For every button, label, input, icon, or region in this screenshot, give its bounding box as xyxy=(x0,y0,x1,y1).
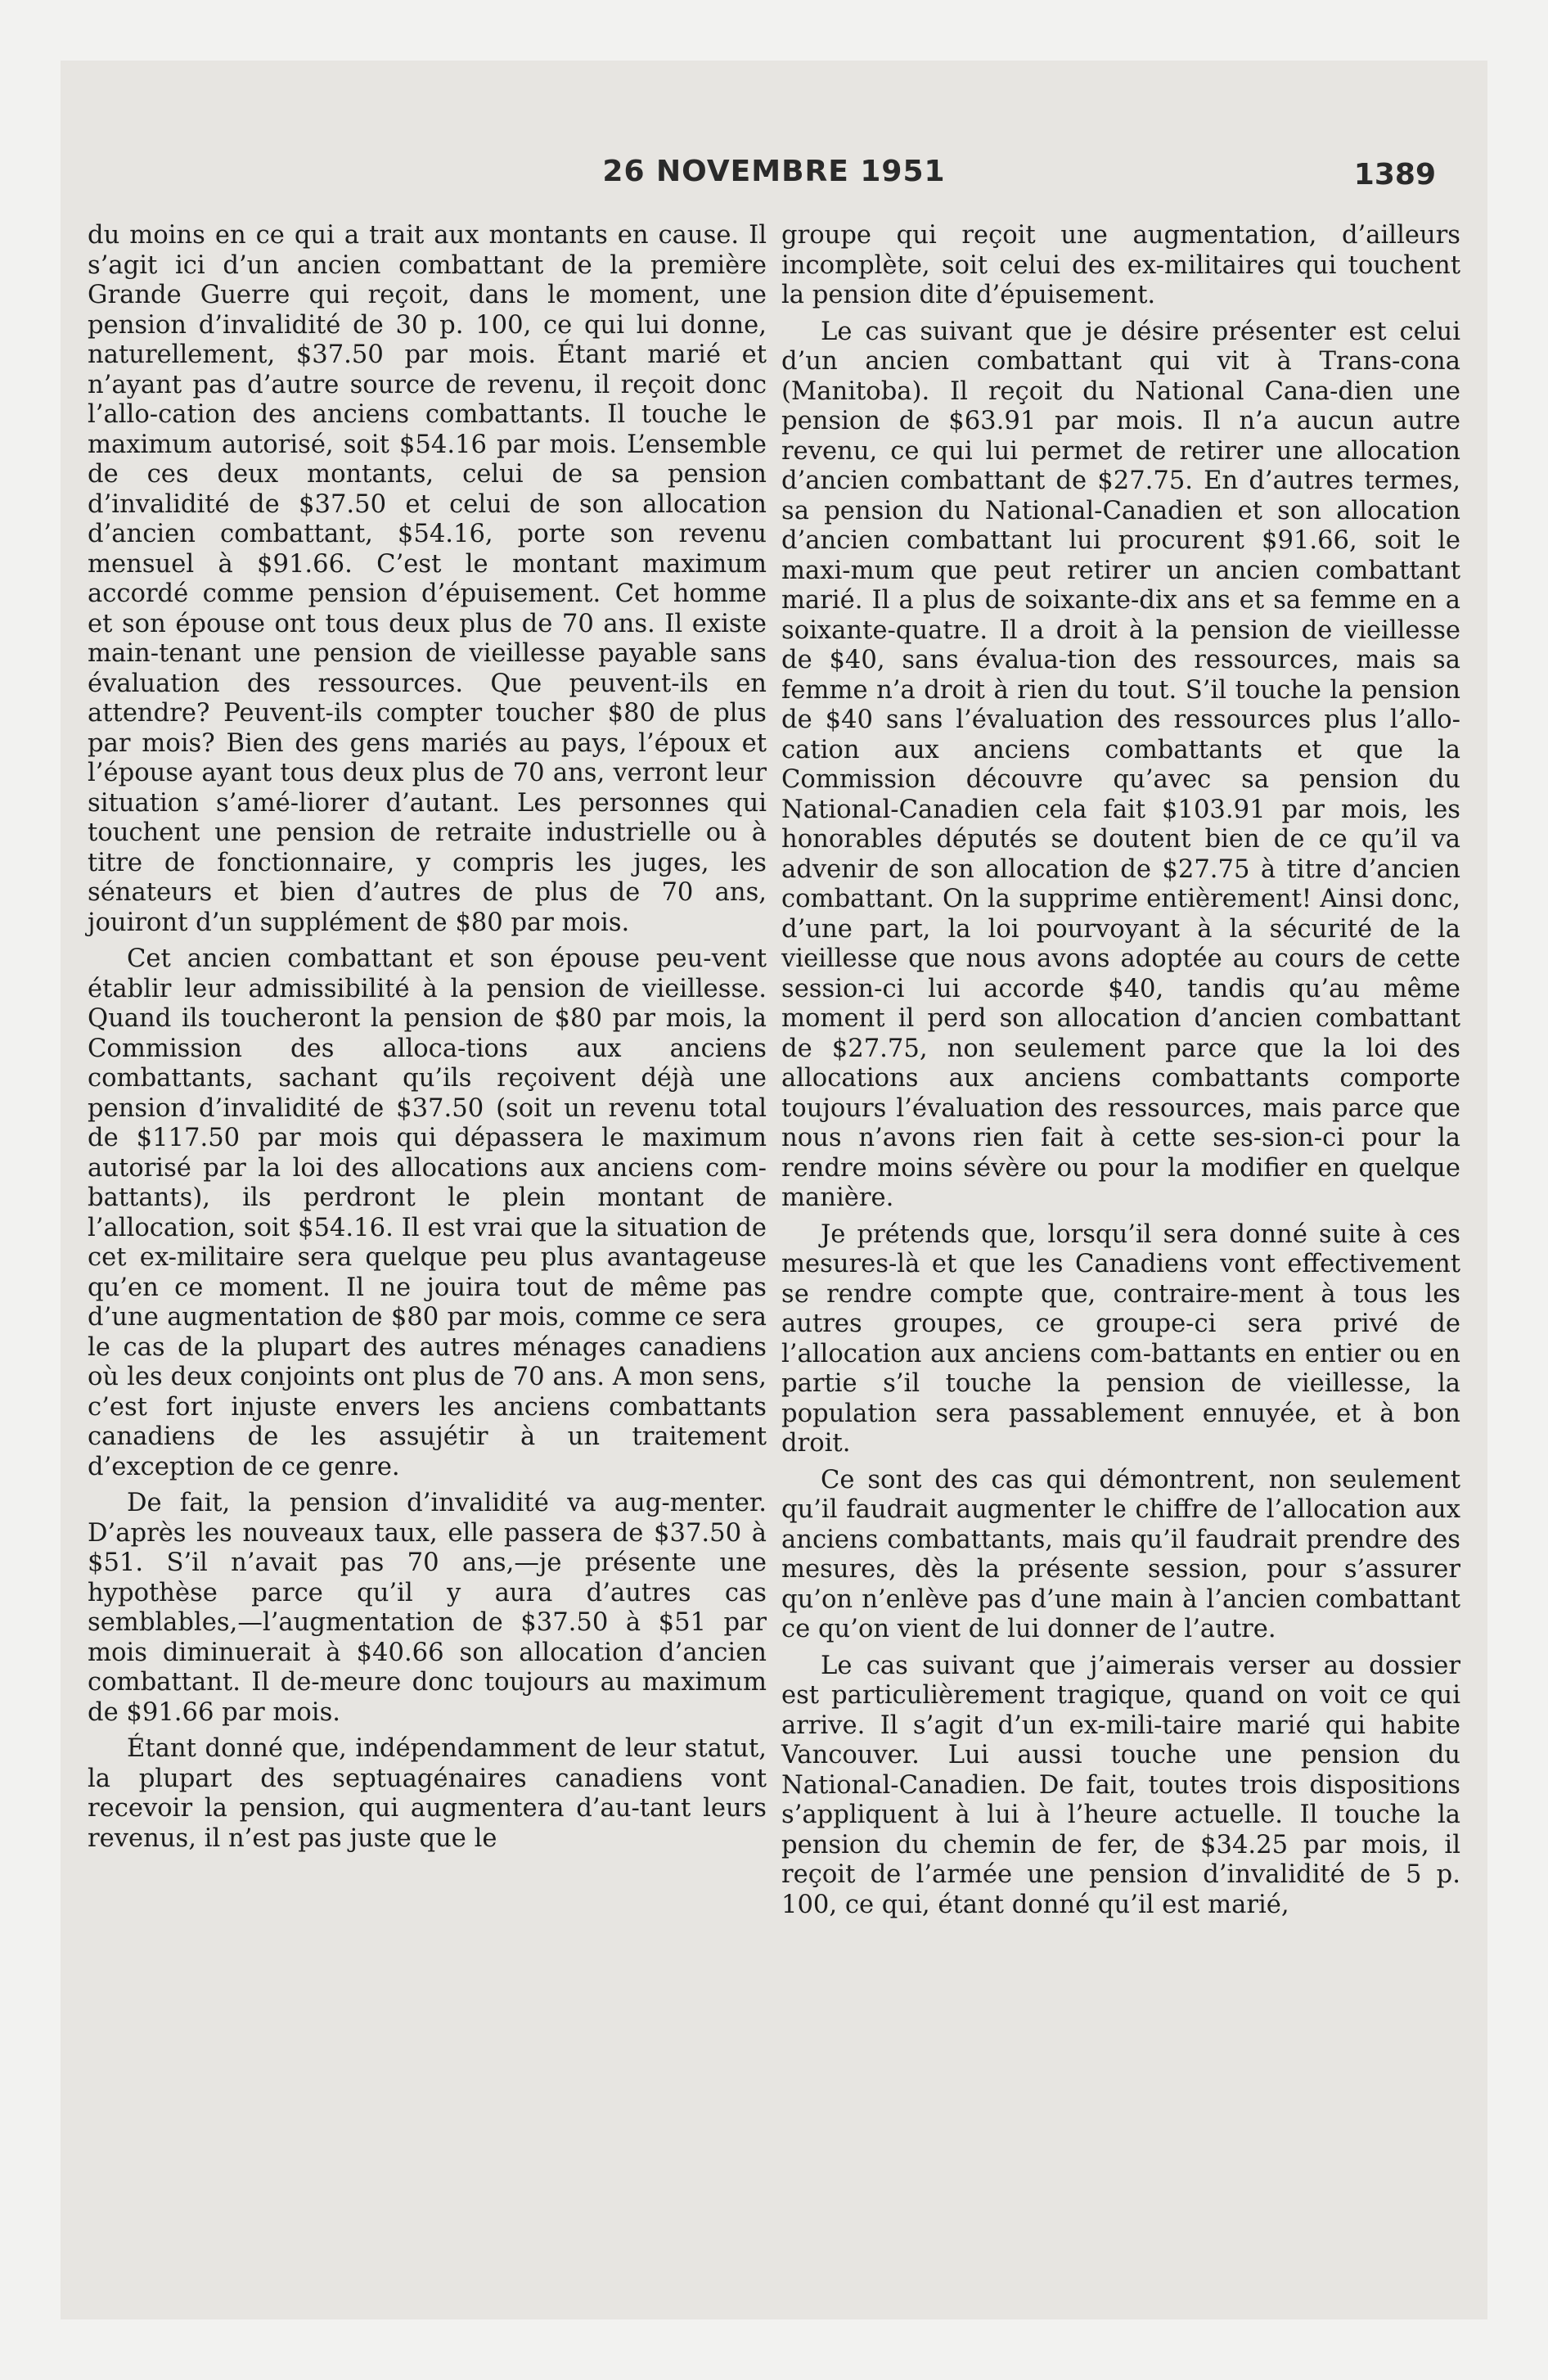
right-column xyxy=(781,221,1460,1920)
left-column xyxy=(88,221,767,1854)
header-date: 26 NOVEMBRE 1951 xyxy=(602,155,946,188)
running-header xyxy=(0,155,1548,196)
paragraph: du moins en ce qui a trait aux montants en cause. Il s’agit ici d’un ancien combattant de la première Grande Guerre qui reçoit, dans le moment, une pension d’invalidité de 30 p. 100, ce qui lui donne, naturellement, $37.50 par mois. Étant marié et n’ayant pas d’autre source de revenu, il reçoit donc l’allo-cation des anciens combattants. Il touche le maximum autorisé, soit $54.16 par mois. L’ensemble de ces deux montants, celui de sa pension d’invalidité de $37.50 et celui de son allocation d’ancien combattant, $54.16, porte son revenu mensuel à $91.66. C’est le montant maximum accordé comme pension d’épuisement. Cet homme et son épouse ont tous deux plus de 70 ans. Il existe main-tenant une pension de vieillesse payable sans évaluation des ressources. Que peuvent-ils en attendre? Peuvent-ils compter toucher $80 de plus par mois? Bien des gens mariés au pays, l’époux et l’épouse ayant tous deux plus de 70 ans, verront leur situation s’amé-liorer d’autant. Les personnes qui touchent une pension de retraite industrielle ou à titre de fonctionnaire, y compris les juges, les sénateurs et bien d’autres de plus de 70 ans, jouiront d’un supplément de $80 par mois. xyxy=(88,221,767,937)
paragraph: Cet ancien combattant et son épouse peu-vent établir leur admissibilité à la pension de vieillesse. Quand ils toucheront la pension de $80 par mois, la Commission des alloca-tions aux anciens combattants, sachant qu’ils reçoivent déjà une pension d’invalidité de $37.50 (soit un revenu total de $117.50 par mois qui dépassera le maximum autorisé par la loi des allocations aux anciens com-battants), ils perdront le plein montant de l’allocation, soit $54.16. Il est vrai que la situation de cet ex-militaire sera quelque peu plus avantageuse qu’en ce moment. Il ne jouira tout de même pas d’une augmentation de $80 par mois, comme ce sera le cas de la plupart des autres ménages canadiens où les deux conjoints ont plus de 70 ans. A mon sens, c’est fort injuste envers les anciens combattants canadiens de les assujétir à un traitement d’exception de ce genre. xyxy=(88,944,767,1481)
paragraph: Je prétends que, lorsqu’il sera donné suite à ces mesures-là et que les Canadiens vont effectivement se rendre compte que, contraire-ment à tous les autres groupes, ce groupe-ci sera privé de l’allocation aux anciens com-battants en entier ou en partie s’il touche la pension de vieillesse, la population sera passablement ennuyée, et à bon droit. xyxy=(781,1219,1460,1458)
paragraph: Le cas suivant que j’aimerais verser au dossier est particulièrement tragique, quand on voit ce qui arrive. Il s’agit d’un ex-mili-taire marié qui habite Vancouver. Lui aussi touche une pension du National-Canadien. De fait, toutes trois dispositions s’appliquent à lui à l’heure actuelle. Il touche la pension du chemin de fer, de $34.25 par mois, il reçoit de l’armée une pension d’invalidité de 5 p. 100, ce qui, étant donné qu’il est marié, xyxy=(781,1651,1460,1919)
paragraph: Étant donné que, indépendamment de leur statut, la plupart des septuagénaires canadiens vont recevoir la pension, qui augmentera d’au-tant leurs revenus, il n’est pas juste que le xyxy=(88,1734,767,1853)
paragraph: Le cas suivant que je désire présenter est celui d’un ancien combattant qui vit à Trans-cona (Manitoba). Il reçoit du National Cana-dien une pension de $63.91 par mois. Il n’a aucun autre revenu, ce qui lui permet de retirer une allocation d’ancien combattant de $27.75. En d’autres termes, sa pension du National-Canadien et son allocation d’ancien combattant lui procurent $91.66, soit le maxi-mum que peut retirer un ancien combattant marié. Il a plus de soixante-dix ans et sa femme en a soixante-quatre. Il a droit à la pension de vieillesse de $40, sans évalua-tion des ressources, mais sa femme n’a droit à rien du tout. S’il touche la pension de $40 sans l’évaluation des ressources plus l’allo-cation aux anciens combattants et que la Commission découvre qu’avec sa pension du National-Canadien cela fait $103.91 par mois, les honorables députés se doutent bien de ce qu’il va advenir de son allocation de $27.75 à titre d’ancien combattant. On la supprime entièrement! Ainsi donc, d’une part, la loi pourvoyant à la sécurité de la vieillesse que nous avons adoptée au cours de cette session-ci lui accorde $40, tandis qu’au même moment il perd son allocation d’ancien combattant de $27.75, non seulement parce que la loi des allocations aux anciens combattants comporte toujours l’évaluation des ressources, mais parce que nous n’avons rien fait à cette ses-sion-ci pour la rendre moins sévère ou pour la modifier en quelque manière. xyxy=(781,317,1460,1212)
paragraph: groupe qui reçoit une augmentation, d’ailleurs incomplète, soit celui des ex-militaires qui touchent la pension dite d’épuisement. xyxy=(781,221,1460,309)
paragraph: Ce sont des cas qui démontrent, non seulement qu’il faudrait augmenter le chiffre de l’allocation aux anciens combattants, mais qu’il faudrait prendre des mesures, dès la présente session, pour s’assurer qu’on n’enlève pas d’une main à l’ancien combattant ce qu’on vient de lui donner de l’autre. xyxy=(781,1465,1460,1643)
paragraph: De fait, la pension d’invalidité va aug-menter. D’après les nouveaux taux, elle passera de $37.50 à $51. S’il n’avait pas 70 ans,—je présente une hypothèse parce qu’il y aura d’autres cas semblables,—l’augmentation de $37.50 à $51 par mois diminuerait à $40.66 son allocation d’ancien combattant. Il de-meure donc toujours au maximum de $91.66 par mois. xyxy=(88,1489,767,1727)
page-number: 1389 xyxy=(1353,158,1436,192)
